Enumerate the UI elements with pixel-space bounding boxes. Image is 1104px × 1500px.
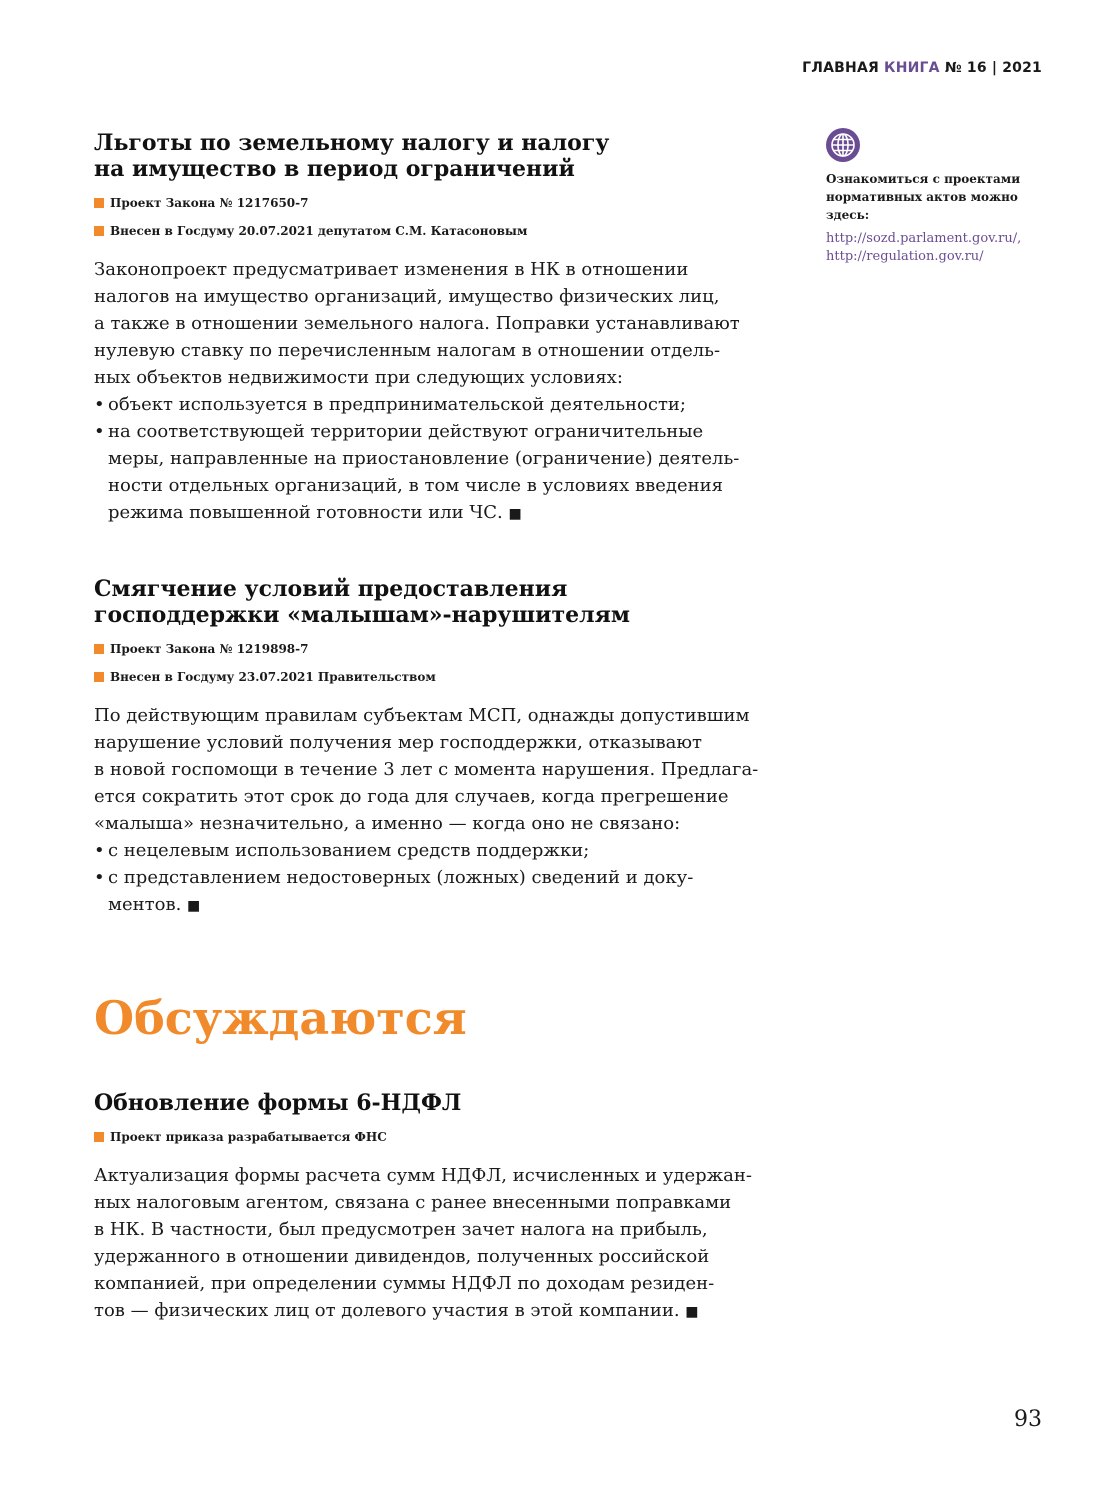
article-body <box>94 1162 784 1326</box>
meta-item <box>94 642 784 656</box>
article-title <box>94 130 784 182</box>
body-line: ности отдельных организаций, в том числе в условиях введения <box>108 475 723 496</box>
body-line-text: ментов. <box>108 894 182 915</box>
square-bullet-icon <box>94 198 104 208</box>
body-line: компанией, при определении суммы НДФЛ по доходам резиден- <box>94 1273 715 1294</box>
meta-item <box>94 224 784 238</box>
meta-item <box>94 670 784 684</box>
globe-icon <box>826 128 860 162</box>
bullet-item <box>94 418 784 528</box>
article-title <box>94 576 784 628</box>
body-line <box>108 891 784 920</box>
body-line: меры, направленные на приостановление (ограничение) деятель- <box>108 448 740 469</box>
section-title: Обсуждаются <box>94 991 467 1045</box>
body-line: а также в отношении земельного налога. Поправки устанавливают <box>94 313 740 334</box>
article-meta <box>94 642 784 684</box>
meta-text: Проект приказа разрабатывается ФНС <box>110 1130 387 1144</box>
body-line: ных объектов недвижимости при следующих условиях: <box>94 367 623 388</box>
masthead-brand-accent: КНИГА <box>884 60 940 76</box>
bullet-item <box>94 864 784 920</box>
end-mark-icon: ■ <box>508 506 522 522</box>
bullet-item <box>94 837 784 864</box>
article-6ndfl-form <box>94 1090 784 1326</box>
title-line: на имущество в период ограничений <box>94 156 575 182</box>
link-sozd[interactable]: http://sozd.parlament.gov.ru/, <box>826 231 1022 246</box>
page-number: 93 <box>1014 1407 1042 1432</box>
end-mark-icon: ■ <box>685 1304 699 1320</box>
body-line: Законопроект предусматривает изменения в НК в отношении <box>94 259 689 280</box>
body-line: Актуализация формы расчета сумм НДФЛ, исчисленных и удержан- <box>94 1165 752 1186</box>
article-meta <box>94 196 784 238</box>
body-line: ется сократить этот срок до года для случаев, когда прегрешение <box>94 786 729 807</box>
meta-item <box>94 196 784 210</box>
title-line: Льготы по земельному налогу и налогу <box>94 130 610 156</box>
body-line: налогов на имущество организаций, имущество физических лиц, <box>94 286 720 307</box>
body-line: нарушение условий получения мер господдержки, отказывают <box>94 732 702 753</box>
body-line: в НК. В частности, был предусмотрен зачет налога на прибыль, <box>94 1219 708 1240</box>
body-line-text: режима повышенной готовности или ЧС. <box>108 502 503 523</box>
end-mark-icon: ■ <box>187 898 201 914</box>
body-line: нулевую ставку по перечисленным налогам в отношении отдель- <box>94 340 721 361</box>
article-land-tax-benefits <box>94 130 784 528</box>
article-sme-support <box>94 576 784 920</box>
body-line <box>108 499 784 528</box>
article-title: Обновление формы 6-НДФЛ <box>94 1090 462 1116</box>
body-line: • объект используется в предпринимательской деятельности; <box>108 394 686 415</box>
article-body <box>94 256 784 528</box>
body-line: • с нецелевым использованием средств поддержки; <box>108 840 590 861</box>
meta-text: Проект Закона № 1219898-7 <box>110 642 309 656</box>
body-line: «малыша» незначительно, а именно — когда оно не связано: <box>94 813 681 834</box>
body-line: • с представлением недостоверных (ложных) сведений и доку- <box>108 867 694 888</box>
body-line: в новой госпомощи в течение 3 лет с момента нарушения. Предлага- <box>94 759 759 780</box>
masthead-issue: № 16 | 2021 <box>944 60 1042 76</box>
meta-item <box>94 1130 784 1144</box>
body-line: удержанного в отношении дивидендов, полученных российской <box>94 1246 710 1267</box>
article-meta <box>94 1130 784 1144</box>
body-line <box>94 1297 784 1326</box>
meta-text: Внесен в Госдуму 23.07.2021 Правительством <box>110 670 436 684</box>
square-bullet-icon <box>94 644 104 654</box>
title-line: господдержки «малышам»-нарушителям <box>94 602 630 628</box>
square-bullet-icon <box>94 1132 104 1142</box>
sidebar-note <box>826 128 1046 266</box>
body-line-text: тов — физических лиц от долевого участия в этой компании. <box>94 1300 680 1321</box>
masthead-brand: ГЛАВНАЯ <box>802 60 879 76</box>
meta-text: Проект Закона № 1217650-7 <box>110 196 309 210</box>
magazine-masthead <box>802 60 1042 76</box>
sidebar-label: Ознакомиться с проектами нормативных актов можно здесь: <box>826 172 1021 222</box>
sidebar-links <box>826 230 1046 266</box>
square-bullet-icon <box>94 672 104 682</box>
square-bullet-icon <box>94 226 104 236</box>
body-line: ных налоговым агентом, связана с ранее внесенными поправками <box>94 1192 732 1213</box>
article-body <box>94 702 784 920</box>
title-line: Смягчение условий предоставления <box>94 576 568 602</box>
body-line: • на соответствующей территории действуют ограничительные <box>108 421 704 442</box>
main-column <box>94 130 784 1326</box>
meta-text: Внесен в Госдуму 20.07.2021 депутатом С.М. Катасоновым <box>110 224 528 238</box>
body-line: По действующим правилам субъектам МСП, однажды допустившим <box>94 705 750 726</box>
link-regulation[interactable]: http://regulation.gov.ru/ <box>826 249 984 264</box>
bullet-item <box>94 391 784 418</box>
